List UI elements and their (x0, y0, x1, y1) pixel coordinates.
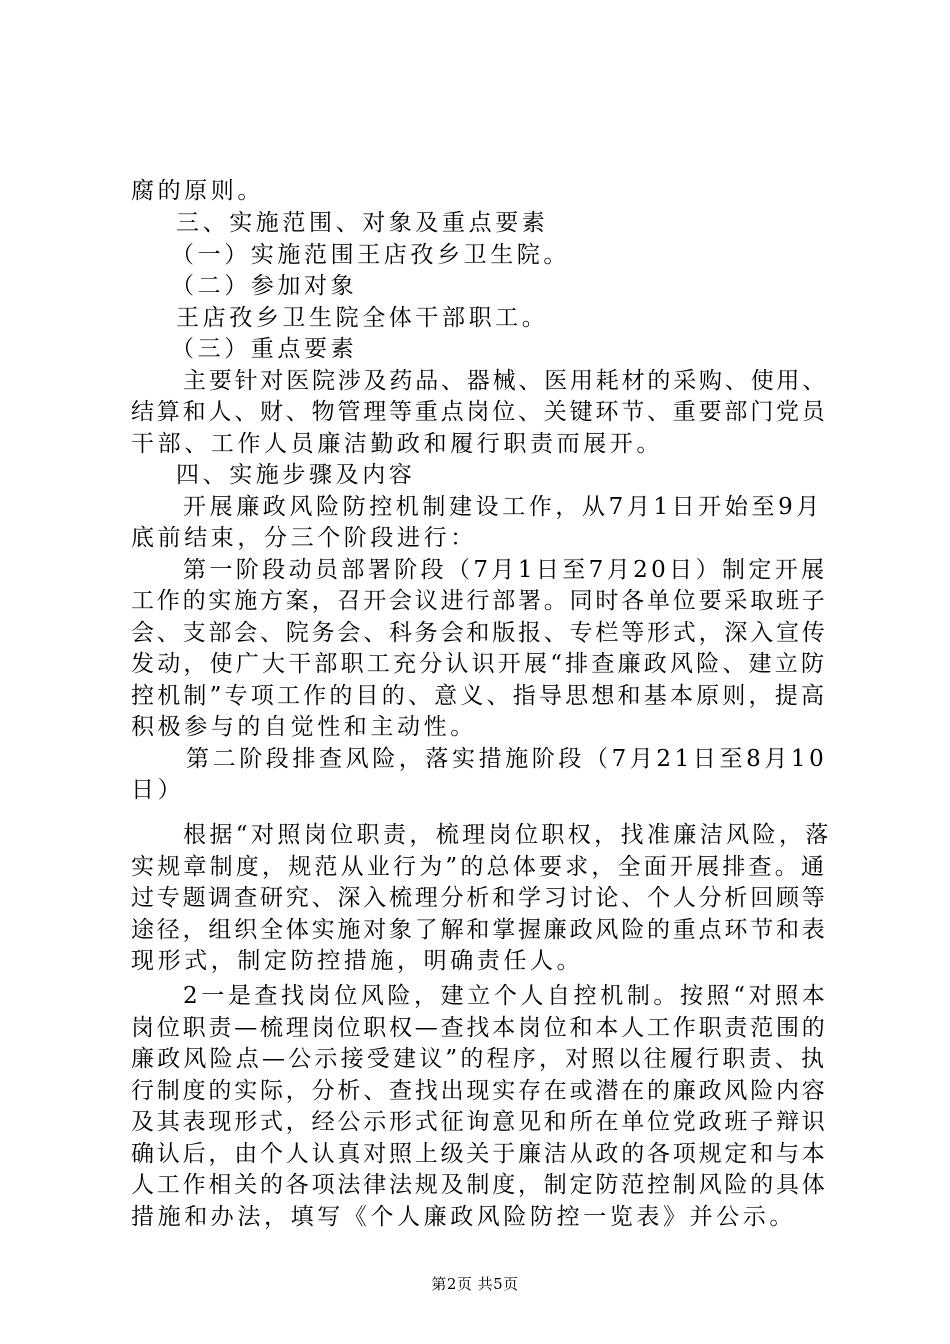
text-line: 实规章制度，规范从业行为”的总体要求，全面开展排查。通 (131, 854, 828, 880)
text-line: 第一阶段动员部署阶段（7月1日至7月20日）制定开展 (183, 557, 828, 583)
text-line: 积极参与的自觉性和主动性。 (131, 714, 477, 740)
text-line: 主要针对医院涉及药品、器械、医用耗材的采购、使用、 (183, 368, 828, 394)
text-line: 人工作相关的各项法律法规及制度，制定防范控制风险的具体 (131, 1172, 828, 1198)
text-line: 第二阶段排查风险，落实措施阶段（7月21日至8月10 (186, 746, 828, 772)
text-line: 日） (131, 777, 185, 803)
text-line: 会、支部会、院务会、科务会和版报、专栏等形式，深入宣传 (131, 620, 828, 646)
text-line: 发动，使广大干部职工充分认识开展“排查廉政风险、建立防 (131, 651, 828, 677)
text-line: 工作的实施方案，召开会议进行部署。同时各单位要采取班子 (131, 588, 828, 614)
text-line: 措施和办法，填写《个人廉政风险防控一览表》并公示。 (131, 1204, 796, 1230)
text-line: 途径，组织全体实施对象了解和掌握廉政风险的重点环节和表 (131, 917, 828, 943)
subsection-heading: （二）参加对象 (171, 273, 358, 299)
text-line: 开展廉政风险防控机制建设工作，从7月1日开始至9月 (183, 494, 823, 520)
text-line: 确认后，由个人认真对照上级关于廉洁从政的各项规定和与本 (131, 1141, 828, 1167)
subsection-heading: （一）实施范围王店孜乡卫生院。 (171, 242, 570, 268)
text-line: 结算和人、财、物管理等重点岗位、关键环节、重要部门党员 (131, 399, 828, 425)
text-line: 底前结束，分三个阶段进行： (131, 525, 477, 551)
text-line: 王店孜乡卫生院全体干部职工。 (176, 305, 549, 331)
text-line: 岗位职责—梳理岗位职权—查找本岗位和本人工作职责范围的 (131, 1015, 828, 1041)
text-line: 现形式，制定防控措施，明确责任人。 (131, 948, 584, 974)
subsection-heading: （三）重点要素 (171, 336, 358, 362)
text-line: 控机制”专项工作的目的、意义、指导思想和基本原则，提高 (131, 683, 828, 709)
text-line: 及其表现形式，经公示形式征询意见和所在单位党政班子辩识 (131, 1109, 828, 1135)
text-line: 干部、工作人员廉洁勤政和履行职责而展开。 (131, 431, 663, 457)
text-line: 过专题调查研究、深入梳理分析和学习讨论、个人分析回顾等 (131, 885, 828, 911)
text-line: 廉政风险点—公示接受建议”的程序，对照以往履行职责、执 (131, 1046, 828, 1072)
text-line: 根据“对照岗位职责，梳理岗位职权，找准廉洁风险，落 (183, 822, 832, 848)
page-footer: 第2页 共5页 (431, 1275, 519, 1293)
text-line: 腐的原则。 (131, 178, 264, 204)
section-heading: 三、实施范围、对象及重点要素 (176, 210, 549, 236)
section-heading: 四、实施步骤及内容 (176, 462, 416, 488)
text-line: 2一是查找岗位风险，建立个人自控机制。按照“对照本 (183, 983, 829, 1009)
text-line: 行制度的实际，分析、查找出现实存在或潜在的廉政风险内容 (131, 1078, 828, 1104)
